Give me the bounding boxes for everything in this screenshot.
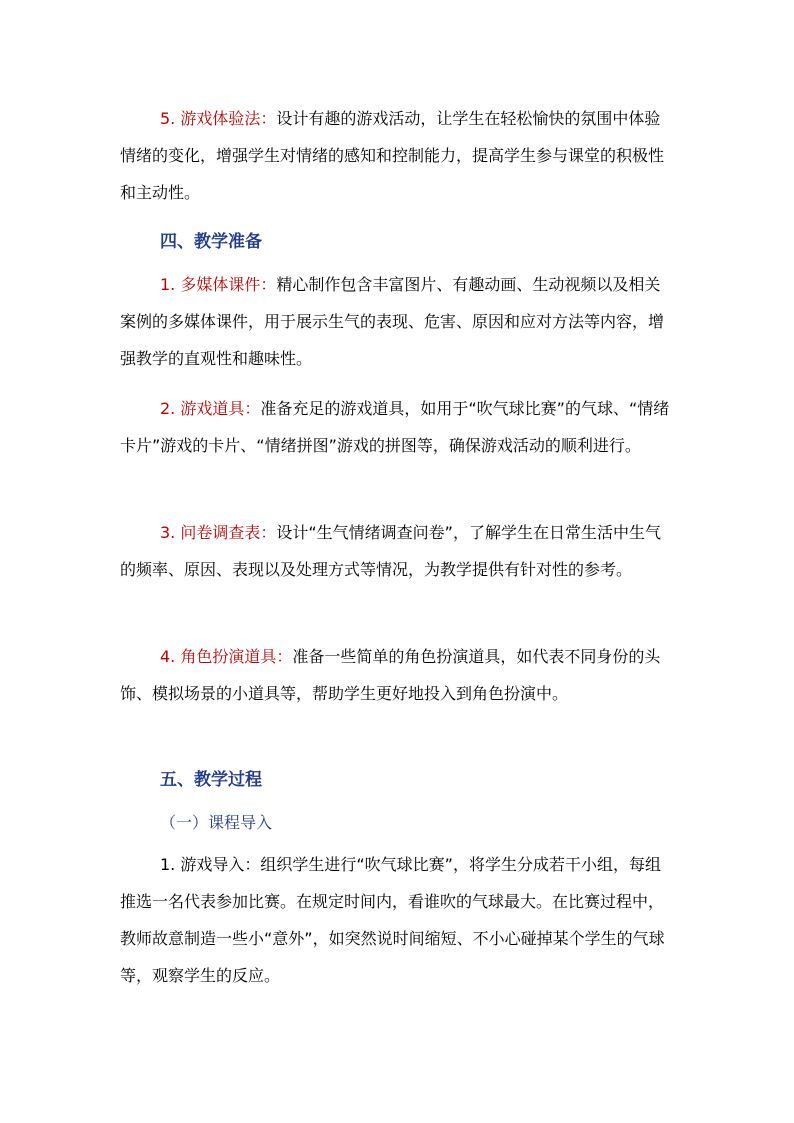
paragraph-prep-4 [120,638,676,712]
paragraph-game-method [120,100,676,211]
subsection-heading-1: （一）课程导入 [160,813,273,832]
item-lead: 2. 游戏道具： [160,399,261,418]
section-heading-4: 四、教学准备 [160,232,262,252]
item-text: 设计“生气情绪调查问卷”，了解学生在日常生活中生气的频率、原因、表现以及处理方式等情况，为教学提供有针对性的参考。 [120,523,661,579]
item-lead: 4. 角色扮演道具： [160,647,293,666]
item-lead: 5. 游戏体验法： [160,109,277,128]
item-text: 组织学生进行“吹气球比赛”，将学生分成若干小组，每组推选一名代表参加比赛。在规定时间内，看谁吹的气球最大。在比赛过程中，教师故意制造一些小“意外”，如突然说时间缩短、不小心碰掉某个学生的气球等，观察学生的反应。 [120,855,665,985]
section-heading-5: 五、教学过程 [160,770,262,790]
item-lead: 3. 问卷调查表： [160,523,277,542]
paragraph-intro-1 [120,846,676,994]
paragraph-prep-2 [120,390,676,464]
item-text: 准备充足的游戏道具，如用于“吹气球比赛”的气球、“情绪卡片”游戏的卡片、“情绪拼图”游戏的拼图等，确保游戏活动的顺利进行。 [120,399,670,455]
item-text: 精心制作包含丰富图片、有趣动画、生动视频以及相关案例的多媒体课件，用于展示生气的表现、危害、原因和应对方法等内容，增强教学的直观性和趣味性。 [120,275,665,368]
item-lead: 1. 多媒体课件： [160,275,277,294]
item-lead: 1. 游戏导入： [160,855,261,874]
paragraph-prep-1 [120,266,676,377]
item-text: 准备一些简单的角色扮演道具，如代表不同身份的头饰、模拟场景的小道具等，帮助学生更好地投入到角色扮演中。 [120,647,661,703]
paragraph-prep-3 [120,514,676,588]
item-text: 设计有趣的游戏活动，让学生在轻松愉快的氛围中体验情绪的变化，增强学生对情绪的感知和控制能力，提高学生参与课堂的积极性和主动性。 [120,109,665,202]
